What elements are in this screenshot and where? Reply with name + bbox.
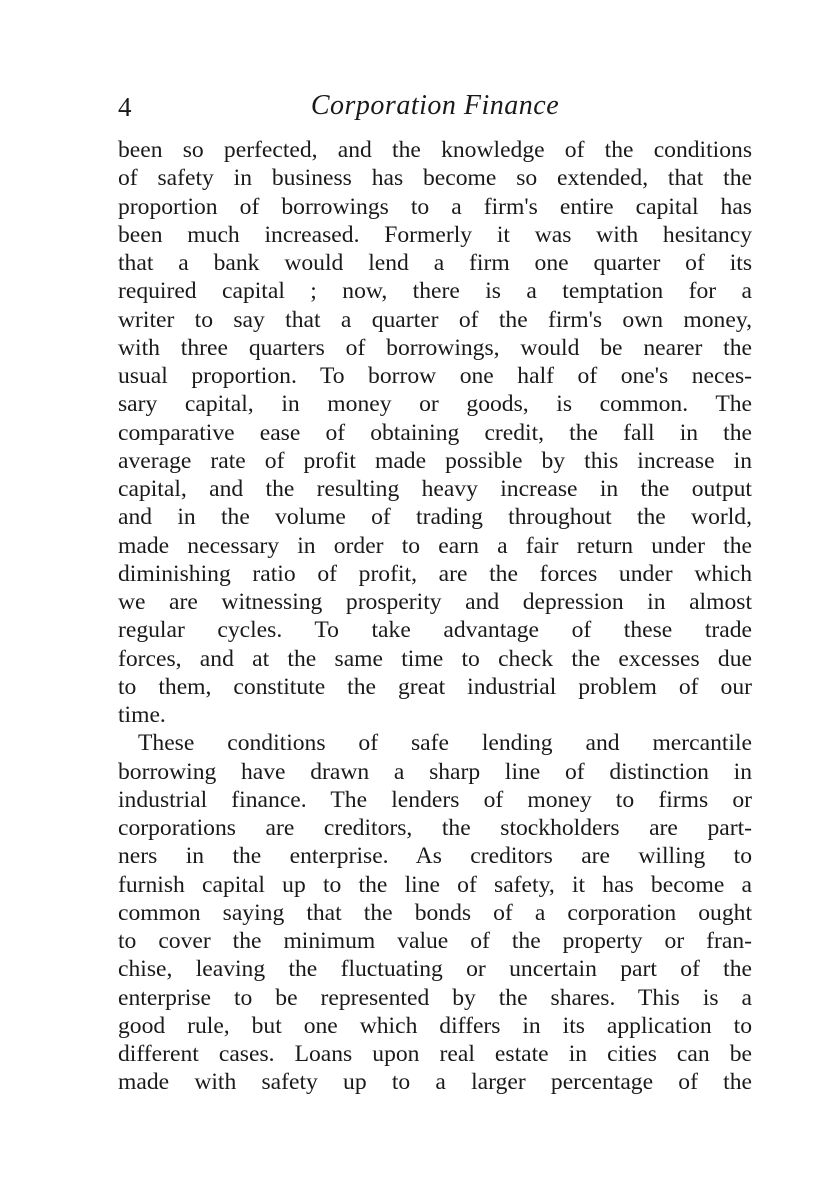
text-line: comparative ease of obtaining credit, the fall in the	[118, 419, 752, 446]
text-line: different cases. Loans upon real estate in cities can be	[118, 1041, 752, 1067]
text-line: corporations are creditors, the stockholders are part-	[118, 815, 752, 841]
text-line: time.	[118, 702, 166, 728]
text-line: good rule, but one which differs in its application to	[118, 1012, 752, 1039]
text-line: we are witnessing prosperity and depression in almost	[118, 589, 752, 615]
text-line: and in the volume of trading throughout the world,	[118, 504, 752, 531]
text-line: These conditions of safe lending and mercantile	[138, 730, 752, 757]
text-line: made necessary in order to earn a fair return under the	[118, 532, 752, 559]
text-line: average rate of profit made possible by this increase in	[118, 447, 752, 474]
text-line: that a bank would lend a firm one quarter of its	[118, 250, 752, 276]
text-line: regular cycles. To take advantage of these trade	[118, 617, 752, 644]
text-line: chise, leaving the fluctuating or uncertain part of the	[118, 956, 752, 983]
text-line: been much increased. Formerly it was with hesitancy	[118, 221, 752, 248]
text-line: of safety in business has become so extended, that the	[118, 165, 752, 192]
text-line: required capital ; now, there is a temptation for a	[118, 278, 752, 305]
text-line: sary capital, in money or goods, is common. The	[118, 391, 752, 418]
text-line: to them, constitute the great industrial problem of our	[118, 673, 752, 700]
text-line: industrial finance. The lenders of money to firms or	[118, 786, 752, 813]
text-line: enterprise to be represented by the shares. This is a	[118, 984, 752, 1011]
page-number: 4	[118, 92, 132, 122]
text-line: writer to say that a quarter of the firm's own money,	[118, 306, 752, 333]
text-line: been so perfected, and the knowledge of the conditions	[118, 137, 752, 163]
text-line: to cover the minimum value of the property or fran-	[118, 928, 752, 954]
body-text	[118, 136, 752, 1097]
text-line: usual proportion. To borrow one half of one's neces-	[118, 363, 752, 389]
text-line: with three quarters of borrowings, would be nearer the	[118, 334, 752, 361]
text-line: diminishing ratio of profit, are the forces under which	[118, 560, 752, 587]
text-line: forces, and at the same time to check the excesses due	[118, 645, 752, 672]
text-line: furnish capital up to the line of safety, it has become a	[118, 871, 752, 898]
text-line: borrowing have drawn a sharp line of distinction in	[118, 758, 752, 785]
text-line: capital, and the resulting heavy increase in the output	[118, 476, 752, 502]
text-line: ners in the enterprise. As creditors are willing to	[118, 843, 752, 870]
running-title: Corporation Finance	[310, 90, 560, 121]
text-line: common saying that the bonds of a corporation ought	[118, 899, 752, 926]
text-line: made with safety up to a larger percentage of the	[118, 1069, 752, 1096]
text-line: proportion of borrowings to a firm's entire capital has	[118, 193, 752, 220]
